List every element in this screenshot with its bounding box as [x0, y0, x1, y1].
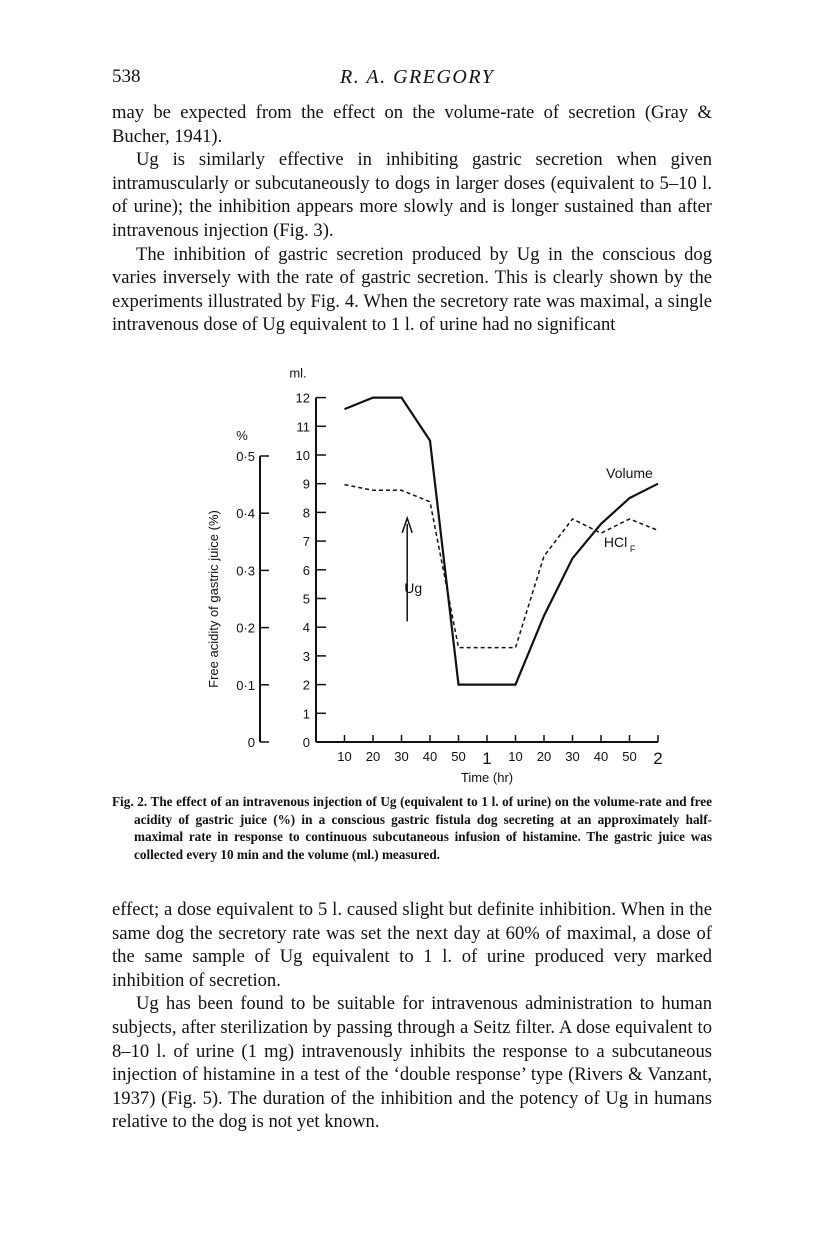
ml-axis-tick-label: 3 [302, 648, 310, 664]
ml-axis-tick-label: 7 [302, 534, 310, 550]
hcl-label-subscript: F [629, 543, 636, 554]
left-axis-tick-label: 0·4 [236, 506, 255, 522]
left-axis [206, 428, 269, 750]
x-axis-tick-label: 50 [451, 749, 466, 764]
hcl-label: HCl [603, 533, 628, 550]
left-axis-tick-label: 0·5 [236, 449, 255, 464]
ml-axis-tick-label: 1 [302, 706, 310, 722]
ml-axis-tick-label: 6 [302, 562, 310, 578]
paragraph: Ug is similarly effective in inhibiting gastric secretion when given intramuscularly or subcutaneously to dogs in larger doses (equivalent to 5–10 l. of urine); the inhibition appears more slowly and is longer sustained than after intravenous injection (Fig. 3). [112, 149, 712, 241]
paragraph: The inhibition of gastric secretion produced by Ug in the conscious dog varies inversely with the rate of gastric secretion. This is clearly shown by the experiments illustrated by Fig. 4. When the secretory rate was maximal, a single intravenous dose of Ug equivalent to 1 l. of urine had no significant [112, 243, 712, 336]
annotations [402, 465, 653, 622]
x-axis-tick-label: 2 [653, 749, 663, 768]
ml-axis-tick-label: 8 [302, 505, 310, 521]
x-axis-tick-label: 10 [508, 749, 523, 764]
x-axis [316, 735, 663, 785]
ml-axis-tick-label: 5 [302, 591, 310, 607]
paragraph: Ug has been found to be suitable for intravenous administration to human subjects, after sterilization by passing through a Seitz filter. A dose equivalent to 8–10 l. of urine (1 mg) intravenously inhibits the response to a subcutaneous injection of histamine in a test of the ‘double response’ type (Rivers & Vanzant, 1937) (Fig. 5). The duration of the inhibition and the potency of Ug in humans relative to the dog is not yet known. [112, 993, 712, 1133]
ml-axis-tick-label: 12 [295, 390, 310, 406]
running-head: R. A. GREGORY [340, 66, 495, 88]
figure-caption [112, 793, 712, 863]
left-axis-title: Free acidity of gastric juice (%) [206, 510, 221, 688]
ml-axis-tick-label: 4 [302, 620, 310, 636]
ml-axis-tick-label: 2 [302, 677, 310, 693]
x-axis-tick-label: 50 [622, 749, 637, 764]
paragraph: may be expected from the effect on the volume-rate of secretion (Gray & Bucher, 1941). [112, 102, 712, 147]
x-axis-tick-label: 1 [482, 749, 492, 768]
x-axis-title: Time (hr) [460, 770, 514, 785]
left-axis-tick-label: 0·3 [236, 563, 255, 579]
left-axis-tick-label: 0·2 [236, 620, 255, 636]
ml-axis-unit: ml. [289, 366, 307, 381]
x-axis-tick-label: 20 [536, 749, 552, 764]
x-axis-tick-label: 40 [593, 749, 609, 764]
ml-axis-tick-label: 11 [296, 419, 310, 435]
ug-label: Ug [404, 579, 423, 596]
left-axis-tick-label: 0·1 [236, 677, 255, 693]
paragraph: effect; a dose equivalent to 5 l. caused slight but definite inhibition. When in the same dog the secretory rate was set the next day at 60% of maximal, a dose of the same sample of Ug equivalent to 1 l. of urine produced very marked inhibition of secretion. [112, 899, 712, 991]
x-axis-tick-label: 30 [394, 749, 409, 764]
x-axis-tick-label: 20 [365, 749, 381, 764]
chart [190, 366, 680, 786]
x-axis-tick-label: 40 [422, 749, 438, 764]
x-axis-tick-label: 30 [565, 749, 580, 764]
figure-2 [190, 366, 680, 786]
ml-axis-tick-label: 10 [295, 448, 310, 463]
x-axis-tick-label: 10 [337, 749, 352, 764]
left-axis-unit: % [236, 428, 248, 443]
page-number: 538 [112, 66, 141, 87]
body-text-bottom [112, 898, 712, 1134]
ml-axis-tick-label: 0 [302, 735, 310, 750]
right-axis [289, 366, 326, 750]
left-axis-tick-label: 0 [247, 735, 255, 750]
volume-label: Volume [606, 464, 653, 481]
page-header [112, 66, 712, 96]
ml-axis-tick-label: 9 [302, 476, 310, 492]
body-text-top [112, 101, 712, 337]
caption-text: Fig. 2. The effect of an intravenous injection of Ug (equivalent to 1 l. of urine) on the volume-rate and free acidity of gastric juice (%) in a conscious gastric fistula dog secreting at an approximately half-maximal rate in response to continuous subcutaneous infusion of histamine. The gastric juice was collected every 10 min and the volume (ml.) measured. [112, 794, 712, 862]
series-line-hclf [345, 485, 659, 648]
